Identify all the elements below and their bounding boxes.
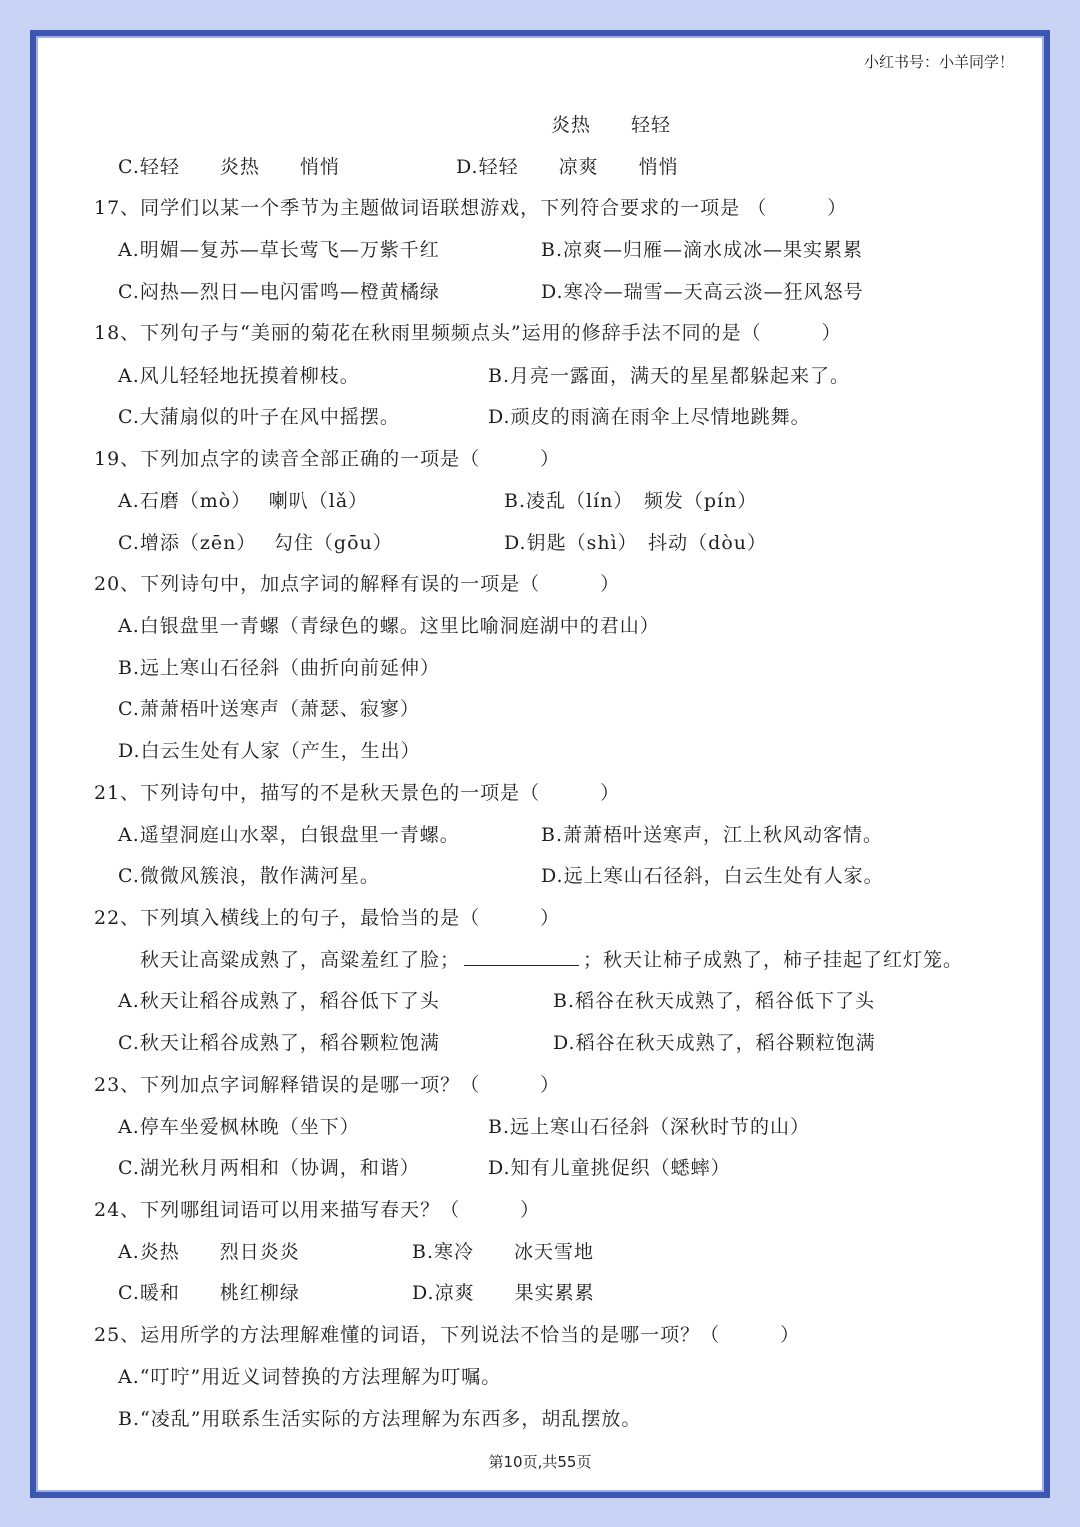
q19-option-b: B.凌乱（lín） 频发（pín） xyxy=(504,490,758,512)
q20-option-d: D.白云生处有人家（产生，生出） xyxy=(118,740,421,762)
q24-option-c: C.暖和 桃红柳绿 xyxy=(118,1282,300,1304)
q22-option-a: A.秋天让稻谷成熟了，稻谷低下了头 xyxy=(118,990,440,1012)
q18-option-d: D.顽皮的雨滴在雨伞上尽情地跳舞。 xyxy=(488,406,811,428)
q22-sentence xyxy=(140,947,963,973)
q23-option-d: D.知有儿童挑促织（蟋蟀） xyxy=(488,1157,731,1179)
q17-option-b: B.凉爽—归雁—滴水成冰—果实累累 xyxy=(541,239,864,261)
fill-blank-line xyxy=(464,947,579,966)
q24-option-a: A.炎热 烈日炎炎 xyxy=(118,1241,300,1263)
question-18: 18、下列句子与“美丽的菊花在秋雨里频频点头”运用的修辞手法不同的是（ ） xyxy=(94,322,842,344)
q25-option-b: B.“凌乱”用联系生活实际的方法理解为东西多，胡乱摆放。 xyxy=(118,1408,642,1430)
question-22: 22、下列填入横线上的句子，最恰当的是（ ） xyxy=(94,907,561,929)
q24-option-d: D.凉爽 果实累累 xyxy=(412,1282,595,1304)
q19-option-d: D.钥匙（shì） 抖动（dòu） xyxy=(504,532,767,554)
q23-option-c: C.湖光秋月两相和（协调，和谐） xyxy=(118,1157,420,1179)
question-17: 17、同学们以某一个季节为主题做词语联想游戏，下列符合要求的一项是 （ ） xyxy=(94,197,848,219)
q20-option-a: A.白银盘里一青螺（青绿色的螺。这里比喻洞庭湖中的君山） xyxy=(118,615,660,637)
q24-option-b: B.寒冷 冰天雪地 xyxy=(412,1241,595,1263)
option-line-continued: 炎热 轻轻 xyxy=(551,114,672,136)
question-24: 24、下列哪组词语可以用来描写春天？（ ） xyxy=(94,1199,541,1221)
q22-option-c: C.秋天让稻谷成熟了，稻谷颗粒饱满 xyxy=(118,1032,440,1054)
question-19: 19、下列加点字的读音全部正确的一项是（ ） xyxy=(94,448,561,470)
option-c: C.轻轻 炎热 悄悄 xyxy=(118,156,340,178)
question-23: 23、下列加点字词解释错误的是哪一项？（ ） xyxy=(94,1074,561,1096)
q18-option-c: C.大蒲扇似的叶子在风中摇摆。 xyxy=(118,406,400,428)
question-25: 25、运用所学的方法理解难懂的词语，下列说法不恰当的是哪一项？（ ） xyxy=(94,1324,801,1346)
q21-option-c: C.微微风簇浪，散作满河星。 xyxy=(118,865,380,887)
document-page xyxy=(30,30,1050,1498)
page-number: 第10页,共55页 xyxy=(488,1453,592,1471)
q21-option-d: D.远上寒山石径斜，白云生处有人家。 xyxy=(541,865,884,887)
q21-option-a: A.遥望洞庭山水翠，白银盘里一青螺。 xyxy=(118,824,460,846)
q22-option-d: D.稻谷在秋天成熟了，稻谷颗粒饱满 xyxy=(553,1032,876,1054)
q20-option-c: C.萧萧梧叶送寒声（萧瑟、寂寥） xyxy=(118,698,420,720)
q18-option-b: B.月亮一露面，满天的星星都躲起来了。 xyxy=(488,365,851,387)
q19-option-a: A.石磨（mò） 喇叭（lǎ） xyxy=(118,490,369,512)
q20-option-b: B.远上寒山石径斜（曲折向前延伸） xyxy=(118,657,441,679)
q17-option-a: A.明媚—复苏—草长莺飞—万紫千红 xyxy=(118,239,440,261)
q23-option-b: B.远上寒山石径斜（深秋时节的山） xyxy=(488,1116,811,1138)
header-tag: 小红书号：小羊同学！ xyxy=(863,53,1014,71)
question-21: 21、下列诗句中，描写的不是秋天景色的一项是（ ） xyxy=(94,782,621,804)
q23-option-a: A.停车坐爱枫林晚（坐下） xyxy=(118,1116,360,1138)
q22-sentence-part2: ；秋天让柿子成熟了，柿子挂起了红灯笼。 xyxy=(583,949,964,971)
q22-sentence-part1: 秋天让高粱成熟了，高粱羞红了脸； xyxy=(140,949,461,971)
q18-option-a: A.风儿轻轻地抚摸着柳枝。 xyxy=(118,365,360,387)
question-20: 20、下列诗句中，加点字词的解释有误的一项是（ ） xyxy=(94,573,621,595)
q17-option-c: C.闷热—烈日—电闪雷鸣—橙黄橘绿 xyxy=(118,281,440,303)
q19-option-c: C.增添（zēn） 勾住（gōu） xyxy=(118,532,393,554)
q25-option-a: A.“叮咛”用近义词替换的方法理解为叮嘱。 xyxy=(118,1366,502,1388)
q21-option-b: B.萧萧梧叶送寒声，江上秋风动客情。 xyxy=(541,824,884,846)
option-d: D.轻轻 凉爽 悄悄 xyxy=(456,156,679,178)
q22-option-b: B.稻谷在秋天成熟了，稻谷低下了头 xyxy=(553,990,876,1012)
q17-option-d: D.寒冷—瑞雪—天高云淡—狂风怒号 xyxy=(541,281,864,303)
